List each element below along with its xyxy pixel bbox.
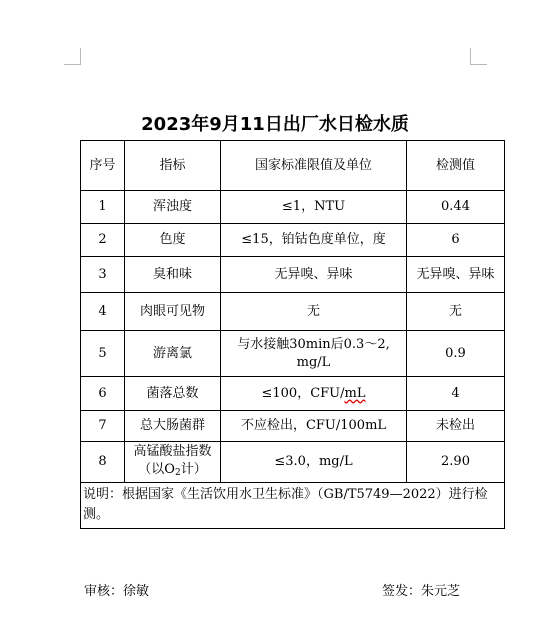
table-row: [81, 331, 505, 377]
table-row: [81, 442, 505, 483]
indicator-cell: 游离氯: [125, 331, 221, 377]
limit-cell: 无异嗅、异味: [221, 257, 407, 293]
limit-cell: 无: [221, 293, 407, 331]
indicator-cell: 浑浊度: [125, 191, 221, 224]
limit-text: ≤100，CFU/: [261, 385, 345, 401]
row-number: 7: [81, 411, 125, 442]
table-row: [81, 293, 505, 331]
header-cell: 指标: [125, 141, 221, 191]
reviewer-signature: 审核：徐敏: [84, 584, 150, 599]
table-header-row: [81, 141, 505, 191]
water-quality-table: [80, 140, 505, 529]
page-corner-mark-left: [64, 48, 81, 65]
row-number: 6: [81, 377, 125, 411]
row-number: 4: [81, 293, 125, 331]
limit-cell: ≤3.0，mg/L: [221, 442, 407, 483]
limit-line: 与水接触30min后0.3～2,: [237, 336, 390, 352]
limit-cell: [221, 331, 407, 377]
table-note-row: [81, 483, 505, 529]
indicator-cell: 臭和味: [125, 257, 221, 293]
limit-cell: [221, 377, 407, 411]
value-cell: 6: [407, 224, 505, 257]
limit-line: mg/L: [296, 354, 331, 370]
indicator-cell: 总大肠菌群: [125, 411, 221, 442]
indicator-cell: 菌落总数: [125, 377, 221, 411]
indicator-cell: 肉眼可见物: [125, 293, 221, 331]
table-row: [81, 191, 505, 224]
limit-unit-spellcheck: mL: [344, 385, 366, 401]
value-cell: 未检出: [407, 411, 505, 442]
header-cell: 国家标准限值及单位: [221, 141, 407, 191]
row-number: 8: [81, 442, 125, 483]
document-title: 2023年9月11日出厂水日检水质: [141, 114, 409, 135]
header-cell: 序号: [81, 141, 125, 191]
indicator-text: 计）: [180, 461, 207, 477]
value-cell: 无异嗅、异味: [407, 257, 505, 293]
value-cell: 4: [407, 377, 505, 411]
limit-cell: 不应检出，CFU/100mL: [221, 411, 407, 442]
value-cell: 0.44: [407, 191, 505, 224]
table-row: [81, 224, 505, 257]
indicator-cell: 色度: [125, 224, 221, 257]
indicator-cell: [125, 442, 221, 483]
page-corner-mark-right: [470, 48, 487, 65]
table-note: 说明：根据国家《生活饮用水卫生标准》（GB/T5749—2022）进行检测。: [81, 483, 505, 529]
value-cell: 2.90: [407, 442, 505, 483]
row-number: 5: [81, 331, 125, 377]
issuer-signature: 签发：朱元芝: [382, 584, 461, 599]
indicator-line: [125, 461, 220, 482]
indicator-text: （以O: [138, 461, 175, 477]
subscript: 2: [174, 467, 181, 478]
limit-cell: ≤15，铂钴色度单位，度: [221, 224, 407, 257]
limit-cell: ≤1，NTU: [221, 191, 407, 224]
value-cell: 0.9: [407, 331, 505, 377]
row-number: 2: [81, 224, 125, 257]
row-number: 1: [81, 191, 125, 224]
header-cell: 检测值: [407, 141, 505, 191]
row-number: 3: [81, 257, 125, 293]
indicator-line: 高锰酸盐指数: [133, 443, 212, 459]
table-row: [81, 377, 505, 411]
value-cell: 无: [407, 293, 505, 331]
table-row: [81, 257, 505, 293]
table-row: [81, 411, 505, 442]
